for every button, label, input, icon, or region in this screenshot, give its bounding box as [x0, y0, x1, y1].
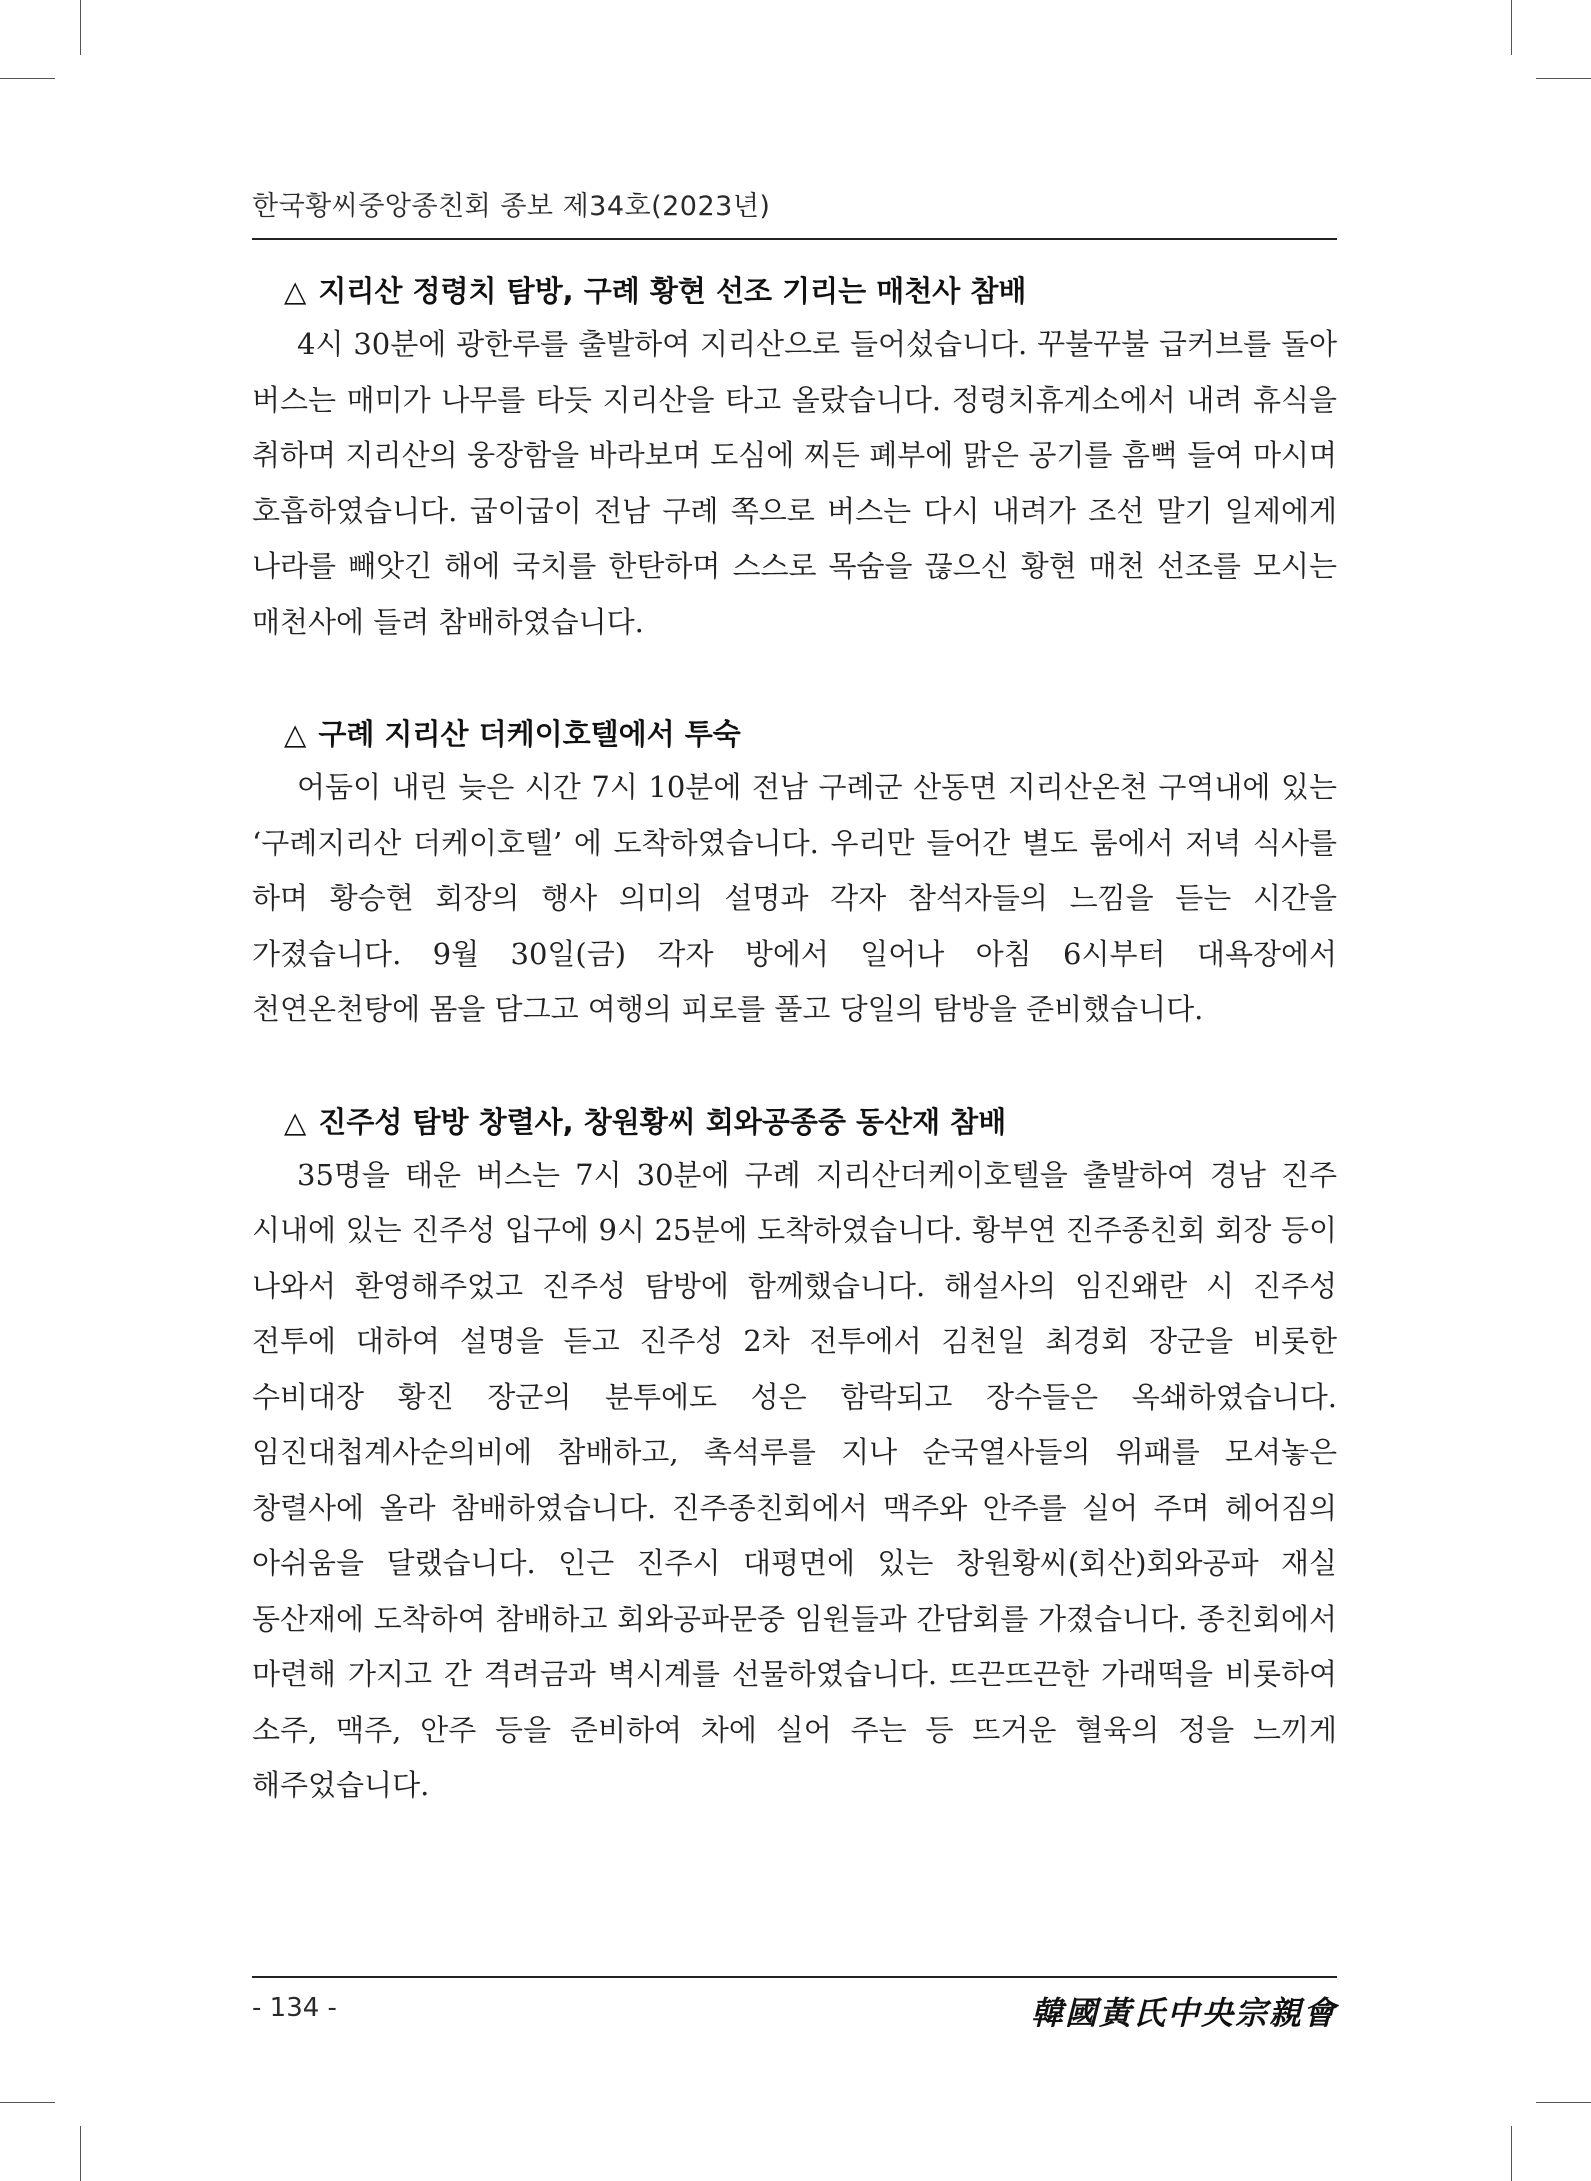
section-title [252, 708, 1337, 760]
running-header: 한국황씨중앙종친회 종보 제34호(2023년) [252, 191, 771, 222]
page-number: - 134 - [252, 1993, 337, 2023]
crop-mark [1536, 78, 1591, 79]
section-title-text: 지리산 정령치 탐방, 구례 황현 선조 기리는 매천사 참배 [318, 274, 1027, 308]
section-jinju [252, 1096, 1337, 1814]
section-title-text: 진주성 탐방 창렬사, 창원황씨 회와공종중 동산재 참배 [318, 1104, 1007, 1139]
crop-mark [1536, 2102, 1591, 2103]
section-title [252, 1096, 1337, 1148]
section-title-text: 구례 지리산 더케이호텔에서 투숙 [318, 717, 741, 751]
organization-logo: 韓國黃氏中央宗親會 [1030, 1994, 1337, 2032]
crop-mark [80, 0, 81, 55]
header-rule [252, 238, 1337, 240]
section-paragraph: 35명을 태운 버스는 7시 30분에 구례 지리산더케이호텔을 출발하여 경남 진주 시내에 있는 진주성 입구에 9시 25분에 도착하였습니다. 황부연 진주종친회 회장 등이 나와서 환영해주었고 진주성 탐방에 함께했습니다. 해설사의 임진왜란 시 진주성 전투에 대하여 설명을 듣고 진주성 2차 전투에서 김천일 최경회 장군을 비롯한 수비대장 황진 장군의 분투에도 성은 함락되고 장수들은 옥쇄하였습니다. 임진대첩계사순의비에 참배하고, 촉석루를 지나 순국열사들의 위패를 모셔놓은 창렬사에 올라 참배하였습니다. 진주종친회에서 맥주와 안주를 실어 주며 헤어짐의 아쉬움을 달랬습니다. 인근 진주시 대평면에 있는 창원황씨(회산)회와공파 재실 동산재에 도착하여 참배하고 회와공파문중 임원들과 간담회를 가졌습니다. 종친회에서 마련해 가지고 간 격려금과 벽시계를 선물하였습니다. 뜨끈뜨끈한 가래떡을 비롯하여 소주, 맥주, 안주 등을 준비하여 차에 실어 주는 등 뜨거운 혈육의 정을 느끼게 해주었습니다. [252, 1157, 1337, 1802]
section-title [252, 265, 1337, 317]
footer-rule [252, 1976, 1337, 1978]
crop-mark [1511, 2126, 1512, 2181]
crop-mark [0, 78, 55, 79]
crop-mark [1511, 0, 1512, 55]
article-body [252, 265, 1337, 1872]
triangle-icon: △ [284, 717, 307, 751]
crop-mark [0, 2102, 55, 2103]
triangle-icon: △ [284, 1104, 307, 1139]
crop-mark [80, 2126, 81, 2181]
section-maecheonsa [252, 265, 1337, 650]
section-paragraph: 어둠이 내린 늦은 시간 7시 10분에 전남 구례군 산동면 지리산온천 구역내에 있는 ‘구례지리산 더케이호텔’ 에 도착하였습니다. 우리만 들어간 별도 룸에서 저녁 식사를 하며 황승현 회장의 행사 의미의 설명과 각자 참석자들의 느낌을 듣는 시간을 가졌습니다. 9월 30일(금) 각자 방에서 일어나 아침 6시부터 대욕장에서 천연온천탕에 몸을 담그고 여행의 피로를 풀고 당일의 탐방을 준비했습니다. [252, 770, 1337, 1026]
section-hotel [252, 708, 1337, 1038]
triangle-icon: △ [284, 274, 307, 308]
section-paragraph: 4시 30분에 광한루를 출발하여 지리산으로 들어섰습니다. 꾸불꾸불 급커브를 돌아 버스는 매미가 나무를 타듯 지리산을 타고 올랐습니다. 정령치휴게소에서 내려 휴식을 취하며 지리산의 웅장함을 바라보며 도심에 찌든 폐부에 맑은 공기를 흠뻑 들여 마시며 호흡하였습니다. 굽이굽이 전남 구례 쪽으로 버스는 다시 내려가 조선 말기 일제에게 나라를 빼앗긴 해에 국치를 한탄하며 스스로 목숨을 끊으신 황현 매천 선조를 모시는 매천사에 들려 참배하였습니다. [252, 327, 1337, 639]
